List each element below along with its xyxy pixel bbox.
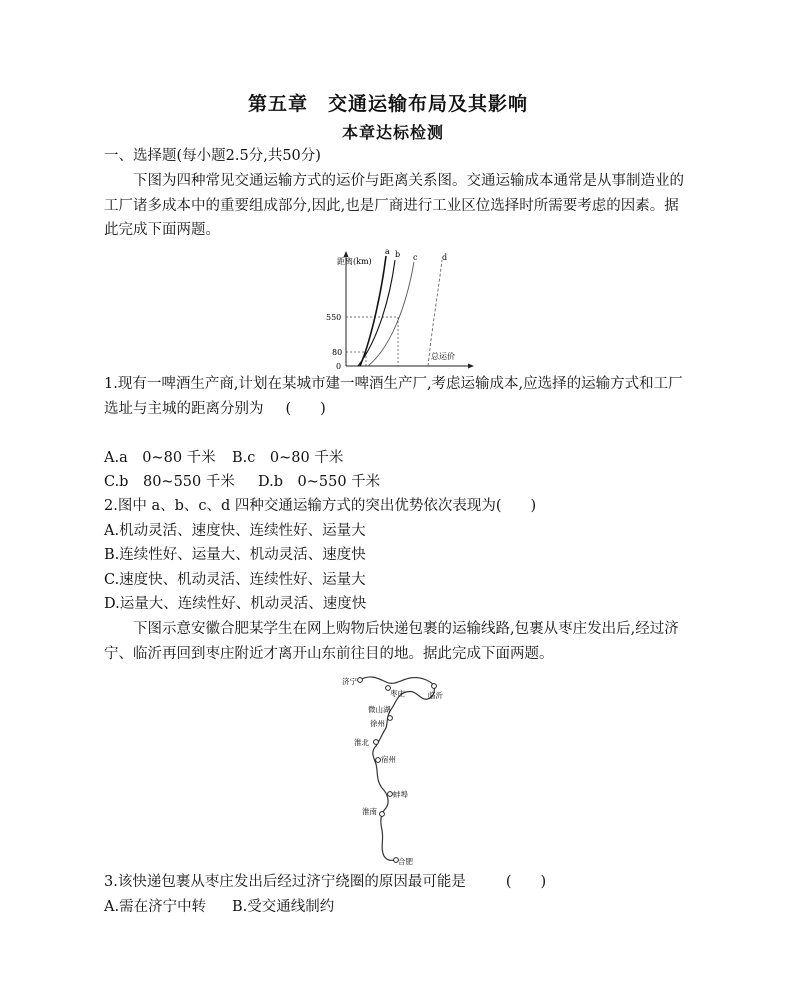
tick-label-550: 550 — [326, 313, 342, 322]
place-label-xuzhou: 徐州 — [370, 719, 385, 728]
city-marker-jining — [358, 678, 363, 683]
city-marker-suzhou — [376, 758, 381, 763]
question-1-stem: 1.现有一啤酒生产商,计划在某城市建一啤酒生产厂,考虑运输成本,应选择的运输方式和工厂选址与主城的距离分别为 ( ) — [104, 376, 683, 417]
q2-option-c: C.速度快、机动灵活、连续性好、运量大 — [104, 572, 366, 588]
city-marker-xuzhou — [388, 716, 393, 721]
freight-cost-distance-chart — [320, 248, 480, 370]
place-label-hefei: 合肥 — [398, 857, 413, 866]
section-subtitle: 本章达标检测 — [342, 123, 445, 142]
city-marker-huainan — [380, 812, 385, 817]
q1-option-d: D.b 0~550 千米 — [258, 474, 381, 490]
q3-option-b: B.受交通线制约 — [232, 899, 335, 915]
place-label-jining: 济宁 — [342, 677, 357, 686]
curve-label-d: d — [442, 253, 448, 262]
intro-paragraph-2: 下图示意安徽合肥某学生在网上购物后快递包裹的运输线路,包裹从枣庄发出后,经过济宁、临沂再回到枣庄附近才离开山东前往目的地。据此完成下面两题。 — [104, 621, 679, 662]
curve-label-a: a — [385, 248, 390, 256]
place-label-suzhou: 宿州 — [381, 755, 396, 764]
answer-paren-2: ( ) — [495, 498, 537, 514]
intro-paragraph-1: 下图为四种常见交通运输方式的运价与距离关系图。交通运输成本通常是从事制造业的工厂诸多成本中的重要组成部分,因此,也是厂商进行工业区位选择时所需要考虑的因素。据此完成下面两题。 — [104, 173, 684, 238]
q2-option-d: D.运量大、连续性好、机动灵活、速度快 — [104, 596, 367, 612]
place-label-bengbu: 蚌埠 — [393, 790, 408, 799]
place-label-huainan: 淮南 — [362, 807, 377, 816]
chart-ylabel: 距离(km) — [337, 257, 372, 266]
answer-paren-3: ( ) — [505, 874, 547, 890]
city-marker-bengbu — [388, 792, 393, 797]
place-label-zaozhuang: 枣庄 — [390, 689, 405, 698]
city-marker-huaibei — [374, 740, 379, 745]
place-label-huaibei: 淮北 — [354, 738, 369, 747]
question-3-stem: 3.该快递包裹从枣庄发出后经过济宁绕圈的原因最可能是 ( ) — [104, 874, 547, 890]
chart-axes — [344, 251, 475, 369]
question-2-stem: 2.图中 a、b、c、d 四种交通运输方式的突出优势依次表现为( ) — [104, 498, 537, 514]
answer-paren-1: ( ) — [285, 400, 326, 417]
curve-label-c: c — [413, 253, 418, 262]
q1-option-c: C.b 80~550 千米 — [104, 474, 235, 490]
city-marker-linyi — [432, 684, 437, 689]
q2-option-b: B.连续性好、运量大、机动灵活、速度快 — [104, 547, 366, 563]
curve-label-b: b — [395, 250, 401, 259]
place-label-weishanhu: 微山湖 — [368, 705, 391, 714]
section-heading: 一、选择题(每小题2.5分,共50分) — [104, 148, 321, 164]
tick-label-0: 0 — [336, 362, 342, 370]
tick-label-80: 80 — [332, 348, 343, 357]
chart-xlabel: 总运价 — [431, 352, 455, 361]
delivery-route-map — [330, 668, 460, 868]
q3-option-a: A.需在济宁中转 — [104, 899, 207, 915]
q2-option-a: A.机动灵活、速度快、连续性好、运量大 — [104, 523, 366, 539]
curve-d — [428, 260, 442, 366]
curve-a — [360, 256, 386, 366]
place-label-linyi: 临沂 — [428, 691, 443, 700]
q1-option-a: A.a 0~80 千米 — [104, 450, 216, 466]
chapter-title: 第五章 交通运输布局及其影响 — [248, 93, 529, 115]
q1-option-b: B.c 0~80 千米 — [232, 450, 344, 466]
